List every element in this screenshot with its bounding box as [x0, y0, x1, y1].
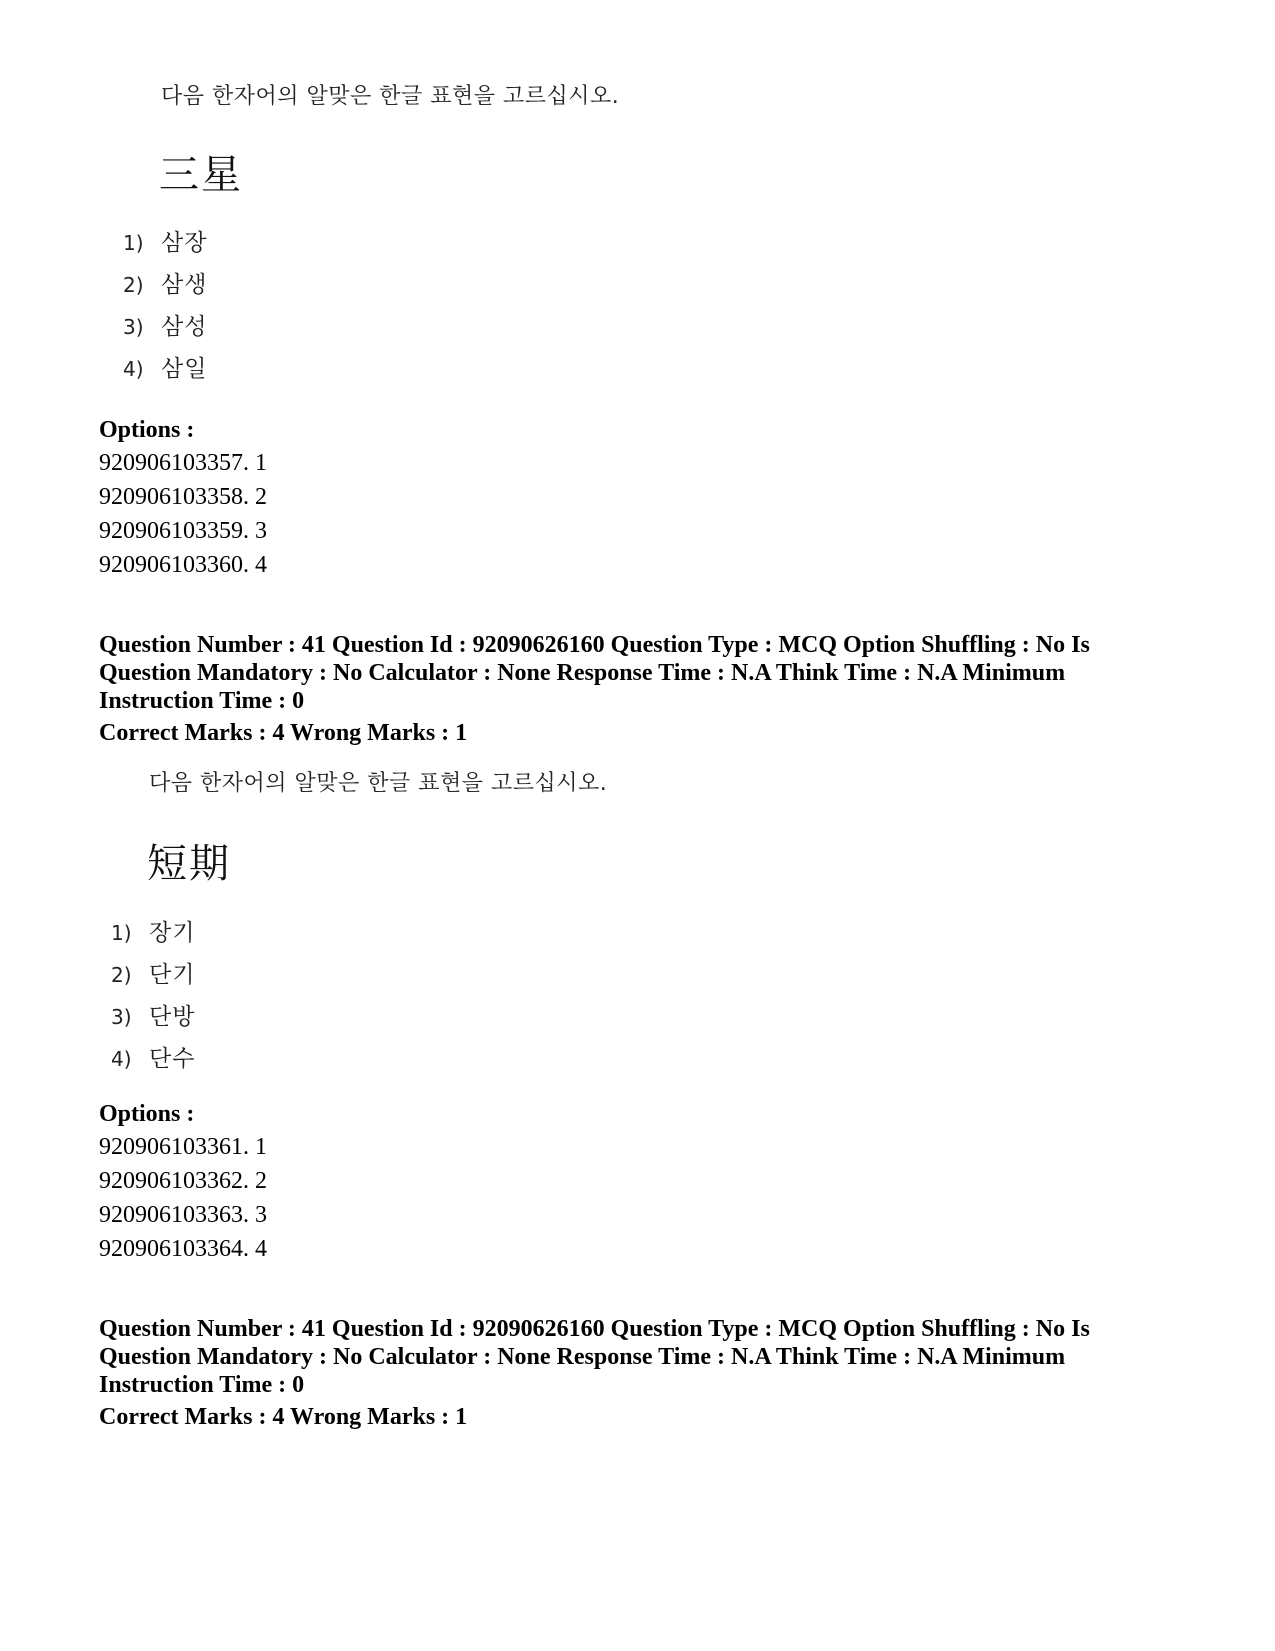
choice-item	[123, 350, 207, 383]
hanja-term: 三星	[159, 152, 243, 198]
choice-text: 삼생	[161, 272, 208, 298]
option-id: 920906103360. 4	[99, 552, 267, 578]
marks-line: Correct Marks : 4 Wrong Marks : 1	[99, 1404, 468, 1430]
option-id: 920906103359. 3	[99, 518, 267, 544]
option-id: 920906103364. 4	[99, 1236, 267, 1262]
choice-item	[111, 956, 195, 989]
choice-text: 단기	[149, 962, 196, 988]
choice-item	[123, 308, 207, 341]
option-id: 920906103361. 1	[99, 1134, 267, 1160]
choice-text: 단방	[149, 1004, 196, 1030]
choice-number: 2)	[123, 273, 144, 297]
choice-number: 3)	[123, 315, 144, 339]
question-meta-line: Question Number : 41 Question Id : 92090626160 Question Type : MCQ Option Shuffling : No Is	[99, 1316, 1090, 1342]
options-list	[99, 1130, 267, 1266]
question-meta	[99, 1315, 1159, 1399]
options-label: Options :	[99, 417, 195, 443]
option-id: 920906103363. 3	[99, 1202, 267, 1228]
option-id: 920906103357. 1	[99, 450, 267, 476]
question-meta-line: Instruction Time : 0	[99, 688, 305, 714]
choice-number: 2)	[111, 963, 132, 987]
choice-number: 4)	[123, 357, 144, 381]
choice-number: 4)	[111, 1047, 132, 1071]
question-instruction: 다음 한자어의 알맞은 한글 표현을 고르십시오.	[161, 84, 620, 109]
choice-item	[123, 266, 207, 299]
options-list	[99, 446, 267, 582]
choice-item	[111, 998, 195, 1031]
choice-text: 장기	[149, 920, 196, 946]
question-meta-line: Question Mandatory : No Calculator : None Response Time : N.A Think Time : N.A Minimum	[99, 660, 1066, 686]
question-meta	[99, 631, 1159, 715]
options-label: Options :	[99, 1101, 195, 1127]
choice-text: 삼장	[161, 230, 208, 256]
choice-number: 1)	[123, 231, 144, 255]
hanja-term: 短期	[147, 841, 231, 887]
choice-item	[123, 224, 207, 257]
option-id: 920906103362. 2	[99, 1168, 267, 1194]
choice-number: 1)	[111, 921, 132, 945]
choice-number: 3)	[111, 1005, 132, 1029]
question-meta-line: Instruction Time : 0	[99, 1372, 305, 1398]
option-id: 920906103358. 2	[99, 484, 267, 510]
choice-item	[111, 914, 195, 947]
marks-line: Correct Marks : 4 Wrong Marks : 1	[99, 720, 468, 746]
question-meta-line: Question Mandatory : No Calculator : None Response Time : N.A Think Time : N.A Minimum	[99, 1344, 1066, 1370]
choice-text: 삼일	[161, 356, 208, 382]
choice-text: 삼성	[161, 314, 208, 340]
choice-text: 단수	[149, 1046, 196, 1072]
question-instruction: 다음 한자어의 알맞은 한글 표현을 고르십시오.	[149, 771, 608, 796]
choice-item	[111, 1040, 195, 1073]
question-meta-line: Question Number : 41 Question Id : 92090626160 Question Type : MCQ Option Shuffling : No Is	[99, 632, 1090, 658]
